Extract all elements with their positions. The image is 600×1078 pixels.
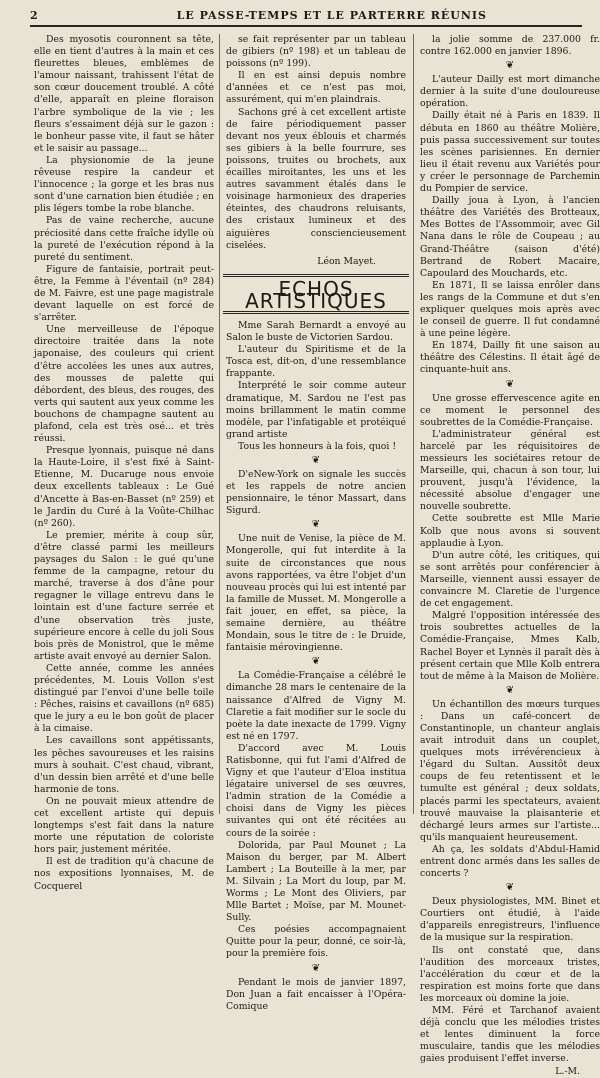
paragraph: Un échantillon des mœurs turques : Dans un café-concert de Constantinople, un chanteur anglais avait introduit dans un couplet, quelques mots irrévérencieux à l'égard du Sultan. Aussitôt deux coups de feu retentissent et le tumulte est général ; deux soldats, placés parmi les spectateurs, avaient trouvé mauvaise la plaisanterie et déchargé leurs armes sur l'artiste... qu'ils manquaient heureusement. xyxy=(420,698,600,843)
paragraph: Le premier, mérite à coup sûr, d'être classé parmi les meilleurs paysages du Salon : le gué qu'une femme de la campagne, retour du marché, traverse à dos d'âne pour regagner le village entrevu dans le lointain est d'une facture serrée et d'une observation très juste, supérieure encore à celle du joli Sous bois près de Monistrol, que le même artiste avait envoyé au dernier Salon. xyxy=(34,529,214,662)
paragraph: D'eNew-York on signale les succès et les rappels de notre ancien pensionnaire, le ténor Massart, dans Sigurd. xyxy=(226,469,406,517)
section-title: ECHOS ARTISTIQUES xyxy=(245,276,387,313)
paragraph: Une nuit de Venise, la pièce de M. Mongerolle, qui fut interdite à la suite de circonstances que nous avons rapportées, va être l'objet d'un nouveau procès qui lui est intenté par la famille de Musset. M. Mongerolle a fait jouer, en effet, sa pièce, la semaine dernière, au théâtre Mondain, sous le titre de : le Druide, fantaisie mérovingienne. xyxy=(226,533,406,654)
paragraph: L'auteur du Spiritisme et de la Tosca est, dit-on, d'une ressemblance frappante. xyxy=(226,344,406,380)
paragraph: En 1871, Il se laissa enrôler dans les rangs de la Commune et dut s'en expliquer quelques mois après avec le conseil de guerre. Il fut condamné à une peine légère. xyxy=(420,279,600,340)
paragraph: Cette année, comme les années précédentes, M. Louis Vollon s'est distingué par l'envoi d'une belle toile : Pêches, raisins et cavaillons (nº 685) que le jury a eu le bon goût de placer à la cimaise. xyxy=(34,662,214,735)
paragraph: Ah ça, les soldats d'Abdul-Hamid entrent donc armés dans les salles de concerts ? xyxy=(420,843,600,880)
article-signature: L.-M. xyxy=(555,1065,580,1077)
paragraph: Des myosotis couronnent sa tête, elle en tient d'autres à la main et ces fleurettes bleues, emblèmes de l'amour naissant, trahissent l'état de son cœur doucement troublé. A côté d'elle, apparaît en pleine floraison l'arbre symbolique de la vie ; les fleurs s'essaiment déjà sur le gazon : le bonheur passe vite, il faut se hâter et le saisir au passage... xyxy=(34,34,214,154)
paragraph: L'administrateur général est harcelé par les réquisitoires de messieurs les sociétaires retour de Marseille, qui, chacun à son tour, lui prouvent, jusqu'à l'évidence, la nécessité absolue d'engager une nouvelle soubrette. xyxy=(420,428,600,513)
paragraph: Une merveilleuse de l'époque directoire traitée dans la note japonaise, des couleurs qui crient d'être accolées les unes aux autres, des mousses de palette qui débordent, des bleus, des rouges, des verts qui sautent aux yeux comme les bouchons de champagne sautent au plafond, cela est très osé... et très réussi. xyxy=(34,324,214,445)
column-2 xyxy=(226,34,406,1013)
paragraph: Une grosse effervescence agite en ce moment le personnel des soubrettes de la Comédie-Française. xyxy=(420,392,600,428)
ornament-icon: ❦ xyxy=(505,60,515,72)
paragraph: L'auteur Dailly est mort dimanche dernier à la suite d'une douloureuse opération. xyxy=(420,74,600,110)
paragraph: Tous les honneurs à la fois, quoi ! xyxy=(238,440,397,452)
ornament-icon: ❦ xyxy=(311,656,321,668)
ornament-icon: ❦ xyxy=(311,455,321,466)
paragraph: Cette soubrette est Mlle Marie Kolb que nous avons si souvent applaudie à Lyon. xyxy=(420,513,600,549)
paragraph: D'accord avec M. Louis Ratisbonne, qui fut l'ami d'Alfred de Vigny et que l'auteur d'Eloa institua légataire universel de ses œuvres, l'admin stration de la Comédie a choisi dans de Vigny les pièces suivantes qui ont été récitées au cours de la soirée : xyxy=(226,742,406,839)
column-separator xyxy=(219,34,220,814)
paragraph: Ces poésies accompagnaient Quitte pour la peur, donné, ce soir-là, pour la première fois. xyxy=(226,924,406,960)
paragraph: Il en est ainsi depuis nombre d'années et ce n'est pas moi, assurément, qui m'en plaindrais. xyxy=(226,70,406,106)
section-heading-box xyxy=(223,274,409,314)
ornament-icon: ❦ xyxy=(505,684,515,696)
paragraph: D'un autre côté, les critiques, qui se sont arrêtés pour conférencier à Marseille, viennent aussi essayer de convaincre M. Claretie de l'urgence de cet engagement. xyxy=(420,549,600,610)
paragraph: Dolorida, par Paul Mounet ; La Maison du berger, par M. Albert Lambert ; La Bouteille à la mer, par M. Silvain ; La Mort du loup, par M. Worms ; Le Mont des Oliviers, par Mlle Bartet ; Moïse, par M. Mounet-Sully. xyxy=(226,839,406,924)
paragraph: Interprété le soir comme auteur dramatique, M. Sardou ne l'est pas moins brillamment le matin comme modèle, par l'infatigable et protéiqué grand artiste xyxy=(226,380,406,440)
paragraph: Figure de fantaisie, portrait peut-être, la Femme à l'éventail (nº 284) de M. Faivre, est une page magistrale devant laquelle on est forcé de s'arrêter. xyxy=(34,263,214,324)
journal-title: LE PASSE-TEMPS ET LE PARTERRE RÉUNIS xyxy=(176,8,487,22)
paragraph: Malgré l'opposition intéressée des trois soubrettes actuelles de la Comédie-Française, Mmes Kalb, Rachel Boyer et Lynnès il paraît dès à présent certain que Mlle Kolb entrera tout de même à la Maison de Molière. xyxy=(420,610,600,682)
paragraph: Il est de tradition qu'à chacune de nos expositions lyonnaises, M. de Cocquerel xyxy=(34,856,214,892)
paragraph: En 1874, Dailly fit une saison au théâtre des Célestins. Il était âgé de cinquante-huit ans. xyxy=(420,340,600,376)
paragraph: Mme Sarah Bernardt a envoyé au Salon le buste de Victorien Sardou. xyxy=(226,319,406,344)
paragraph: MM. Féré et Tarchanof avaient déjà conclu que les mélodies tristes et lentes diminuent la force musculaire, tandis que les mélodies gaies produisent l'effet inverse. xyxy=(420,1005,600,1065)
header-rule xyxy=(30,25,582,27)
paragraph: se fait représenter par un tableau de gibiers (nº 198) et un tableau de poissons (nº 199). xyxy=(226,34,406,70)
column-separator xyxy=(413,34,414,814)
paragraph: On ne pouvait mieux attendre de cet excellent artiste qui depuis longtemps s'est fait dans la nature morte une réputation de coloriste hors pair, justement méritée. xyxy=(34,795,214,856)
paragraph: Dailly était né à Paris en 1839. Il débuta en 1860 au théâtre Molière, puis passa successivement sur toutes les scènes parisiennes. En dernier lieu il était revenu aux Variétés pour y créer le personnage de Parchemin du Pompier de service. xyxy=(420,110,600,195)
paragraph: Pendant le mois de janvier 1897, Don Juan a fait encaisser à l'Opéra-Comique xyxy=(226,976,406,1012)
paragraph: Ils ont constaté que, dans l'audition des morceaux tristes, l'accélération du cœur et de la respiration est moins forte que dans les morceaux où domine la joie. xyxy=(420,944,600,1004)
ornament-icon: ❦ xyxy=(505,882,515,894)
ornament-icon: ❦ xyxy=(311,962,321,974)
paragraph: Sachons gré à cet excellent artiste de faire périodiquement passer devant nos yeux éblouis et charmés ses gibiers à la belle fourrure, ses poissons, truites ou brochets, aux écailles miroitantes, les uns et les autres savamment étalés dans le voisinage harmonieux des draperies éteintes, des chaudrons reluisants, des cristaux lumineux et des aiguières consciencieusement ciselées. xyxy=(226,106,406,251)
paragraph: Deux physiologistes, MM. Binet et Courtiers ont étudié, à l'aide d'appareils enregistreurs, l'influence de la musique sur la respiration. xyxy=(420,896,600,944)
paragraph: la jolie somme de 237.000 fr. contre 162.000 en janvier 1896. xyxy=(420,34,600,58)
paragraph: Presque lyonnais, puisque né dans la Haute-Loire, il s'est fixé à Saint-Etienne, M. Ducaruge nous envoie deux excellents tableaux : Le Gué d'Ancette à Bas-en-Basset (nº 259) et le Jardin du Curé à la Voûte-Chilhac (nº 260). xyxy=(34,445,214,529)
paragraph: Pas de vaine recherche, aucune préciosité dans cette fraîche idylle où la pureté de l'exécution répond à la pureté du sentiment. xyxy=(34,215,214,263)
article-signature: Léon Mayet. xyxy=(317,255,376,267)
ornament-icon: ❦ xyxy=(505,378,515,390)
paragraph: Les cavaillons sont appétissants, les pêches savoureuses et les raisins murs à souhait. C'est chaud, vibrant, d'un dessin bien arrêté et d'une belle harmonie de tons. xyxy=(34,735,214,795)
page-number: 2 xyxy=(30,8,39,22)
paragraph: La physionomie de la jeune rêveuse respire la candeur et l'innocence ; la gorge et les bras nus sont d'une carnation bien étudiée ; en plis légers tombe la robe blanche. xyxy=(34,154,214,215)
paragraph: La Comédie-Française a célébré le dimanche 28 mars le centenaire de la naissance d'Alfred de Vigny M. Claretie a fait modifier sur le socle du poète la date inexacte de 1799. Vigny est né en 1797. xyxy=(226,670,406,742)
ornament-icon: ❦ xyxy=(311,519,321,531)
page-header xyxy=(30,6,582,24)
column-1 xyxy=(34,34,214,893)
column-3 xyxy=(420,34,600,1078)
paragraph: Dailly joua à Lyon, à l'ancien théâtre des Variétés des Brotteaux, Mes Bottes de l'Assommoir, avec Gil Nana dans le rôle de Coupeau ; au Grand-Théâtre (saison d'été) Bertrand de Robert Macaire, Capoulard des Mouchards, etc. xyxy=(420,195,600,279)
